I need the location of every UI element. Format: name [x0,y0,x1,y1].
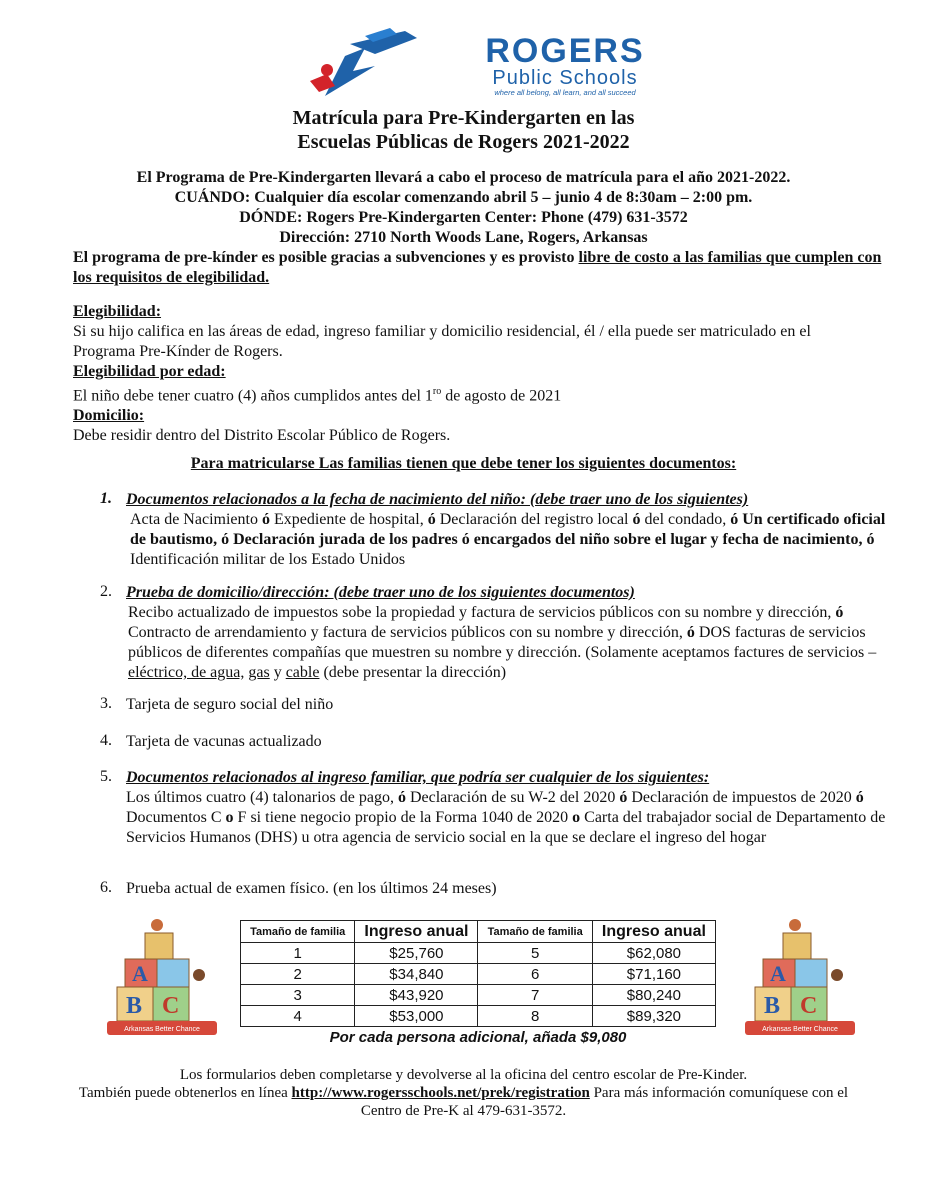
t: Carta del trabajador social de Departamento de Servicios Humanos (DHS) u otra agencia de servicio social en la que se declare el ingreso del hogar [126,809,886,846]
t: Declaración de su W-2 del 2020 [405,789,620,806]
item-6-text: Prueba actual de examen físico. (en los últimos 24 meses) [126,880,497,897]
svg-text:C: C [800,993,818,1019]
title-line-2: Escuelas Públicas de Rogers 2021-2022 [297,131,630,153]
t: Expediente de hospital, [269,511,428,528]
item-3-number: 3. [100,695,112,712]
item-6-number: 6. [100,879,112,896]
funding-text: El programa de pre-kínder es posible gracias a subvenciones y es provisto [73,249,579,266]
age-heading: Elegibilidad por edad: [73,363,226,380]
intro-where: DÓNDE: Rogers Pre-Kindergarten Center: Phone (479) 631-3572 [239,209,688,226]
table-cell: 1 [241,943,355,964]
t: del condado, [640,511,731,528]
table-cell: $89,320 [592,1006,715,1027]
o: o [225,809,234,826]
t: DOS facturas de servicios públicos de diferentes compañías que muestren su nombre y dirección. (Solamente aceptamos factures de servicios – [128,624,877,661]
income-table [240,920,716,1027]
table-cell: 5 [478,943,592,964]
intro-funding [73,248,888,288]
abc-label-left: Arkansas Better Chance [124,1026,200,1033]
footer-line-1: Los formularios deben completarse y devolverse al la oficina del centro escolar de Pre-Kinder. [179,1067,748,1083]
abc-blocks-right-image [743,915,858,1040]
u: gas [248,664,270,681]
item-5-heading: Documentos relacionados al ingreso familiar, que podría ser cualquier de los siguientes: [126,769,710,786]
t: Declaración del registro local [435,511,633,528]
t: Acta de Nacimiento [130,511,262,528]
age-text [73,382,873,406]
table-cell: 3 [241,985,355,1006]
o: ó [619,789,628,806]
svg-text:B: B [126,993,143,1019]
table-cell: 7 [478,985,592,1006]
table-cell: 6 [478,964,592,985]
header-income-1: Ingreso anual [355,921,478,943]
item-1-body [126,510,886,570]
table-cell: $53,000 [355,1006,478,1027]
t: Recibo actualizado de impuestos sobe la propiedad y factura de servicios públicos con su nombre y dirección, [128,604,836,621]
domicile-text: Debe residir dentro del Distrito Escolar Público de Rogers. [73,427,451,445]
logo-tagline: where all belong, all learn, and all succeed [494,88,636,97]
footer [40,1066,887,1120]
domicile-heading: Domicilio: [73,407,145,425]
income-table-note: Por cada persona adicional, añada $9,080 [329,1029,627,1046]
t: Documentos C [126,809,226,826]
t: Los últimos cuatro (4) talonarios de pago, [126,789,398,806]
item-1 [126,490,886,570]
o: ó [855,789,864,806]
registration-link[interactable]: http://www.rogersschools.net/prek/registration [291,1085,590,1101]
title-line-1: Matrícula para Pre-Kindergarten en las [292,107,635,129]
table-cell: 8 [478,1006,592,1027]
table-row [241,964,716,985]
table-cell: 2 [241,964,355,985]
o: o [572,809,581,826]
table-row [241,943,716,964]
table-cell: $80,240 [592,985,715,1006]
footer-line-2b: Para más información comuníquese con el [589,1085,849,1101]
b: ó Un certificado oficial de bautismo, ó Declaración jurada de los padres ó encargados del niño sobre el lugar y fecha de nacimiento, [130,511,886,548]
item-5-body [126,788,886,848]
intro-when: CUÁNDO: Cualquier día escolar comenzando abril 5 – junio 4 de 8:30am – 2:00 pm. [174,189,753,206]
documents-heading: Para matricularse Las familias tienen que debe tener los siguientes documentos: [190,455,737,472]
age-sup: ro [432,386,442,397]
table-cell: $25,760 [355,943,478,964]
item-1-heading: Documentos relacionados a la fecha de nacimiento del niño: (debe traer uno de los siguientes) [126,491,749,508]
svg-text:A: A [132,961,148,986]
table-row [241,985,716,1006]
item-5-number: 5. [100,768,112,785]
logo-public-schools: Public Schools [492,67,638,89]
eligibility-section [73,302,873,446]
t: (debe presentar la dirección) [319,664,507,681]
table-cell: $34,840 [355,964,478,985]
item-5 [126,768,886,848]
footer-line-3: Centro de Pre-K al 479-631-3572. [360,1103,567,1119]
item-2-body [126,603,886,683]
t: Declaración de impuestos de 2020 [627,789,856,806]
rogers-logo-text [465,34,665,98]
table-cell: $71,160 [592,964,715,985]
header-family-size-1: Tamaño de familia [241,921,355,943]
income-table-header [241,921,716,943]
o: ó [835,604,844,621]
item-2-heading: Prueba de domicilio/dirección: (debe traer uno de los siguientes documentos) [126,584,635,601]
o: ó [632,511,641,528]
svg-text:B: B [764,993,781,1019]
table-cell: $43,920 [355,985,478,1006]
abc-blocks-left-image [105,915,220,1040]
eligibility-text: Si su hijo califica en las áreas de edad, ingreso familiar y domicilio residencial, él / ella puede ser matriculado en el Programa Pre-Kínder de Rogers. [73,323,811,360]
table-cell: $62,080 [592,943,715,964]
item-4-text: Tarjeta de vacunas actualizado [126,733,322,750]
item-2-number: 2. [100,583,112,600]
o: ó [866,531,875,548]
t: y [269,664,286,681]
page-title [180,106,747,154]
table-cell: 4 [241,1006,355,1027]
t: Contracto de arrendamiento y factura de servicios públicos con su nombre y dirección, [128,624,687,641]
funding-free-text: libre de costo a las familias que cumplen con los requisitos de elegibilidad. [73,249,882,286]
item-4-number: 4. [100,732,112,749]
o: ó [261,511,270,528]
header-income-2: Ingreso anual [592,921,715,943]
age-text-a: El niño debe tener cuatro (4) años cumplidos antes del 1 [73,387,433,405]
item-1-number: 1. [100,490,112,507]
u: cable [285,664,320,681]
item-3-text: Tarjeta de seguro social del niño [126,696,334,713]
o: ó [397,789,406,806]
intro-address: Dirección: 2710 North Woods Lane, Rogers, Arkansas [279,229,648,246]
header-family-size-2: Tamaño de familia [478,921,592,943]
o: ó [686,624,695,641]
t: Identificación militar de los Estado Unidos [130,551,406,568]
eligibility-heading: Elegibilidad: [73,303,162,320]
age-text-b: de agosto de 2021 [441,387,562,405]
intro-block [60,168,867,248]
item-2 [126,583,886,683]
rogers-logo-mark [305,26,420,101]
abc-label-right: Arkansas Better Chance [762,1026,838,1033]
footer-line-2 [40,1084,887,1102]
t: F si tiene negocio propio de la Forma 1040 de 2020 [233,809,573,826]
table-row [241,1006,716,1027]
u: eléctrico, de agua, [128,664,245,681]
svg-text:A: A [770,961,786,986]
svg-text:C: C [162,993,180,1019]
logo-rogers: ROGERS [485,32,645,70]
o: ó [427,511,436,528]
intro-line-1: El Programa de Pre-Kindergarten llevará a cabo el proceso de matrícula para el año 2021-2022. [136,169,791,186]
footer-line-2a: También puede obtenerlos en línea [78,1085,292,1101]
